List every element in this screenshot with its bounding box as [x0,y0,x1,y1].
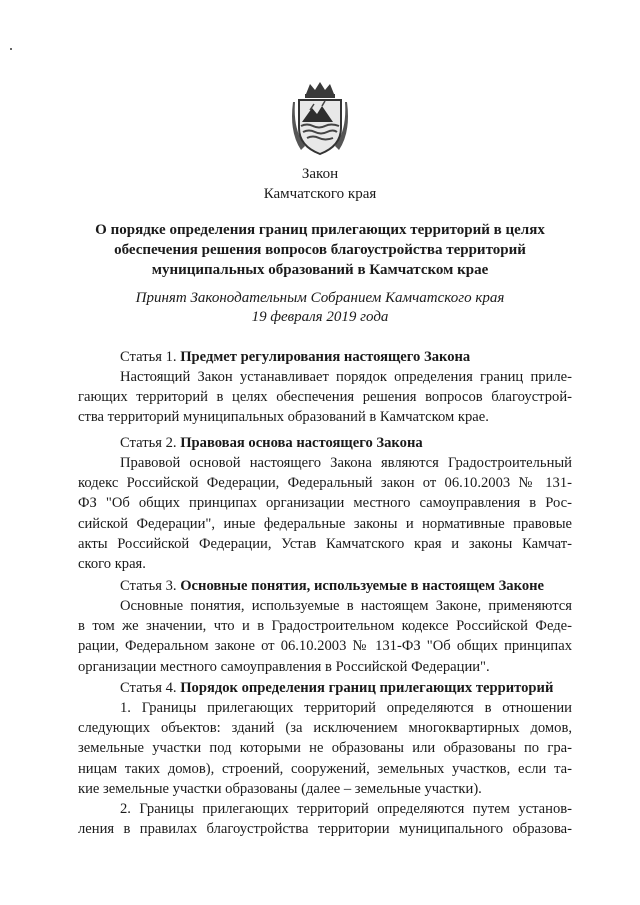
article-3-body [78,596,572,677]
article-2-body [78,453,572,574]
body-line: кие земельные участки образованы (далее – земельные участки). [78,780,482,797]
article-number: Статья 2. [120,435,177,451]
law-subject-line-3: муниципальных образований в Камчатском крае [151,262,489,278]
article-number: Статья 3. [120,578,177,594]
body-line: ления в правилах благоустройства территории муниципального образова- [78,821,572,838]
body-line: акты Российской Федерации, Устав Камчатского края и законы Камчат- [78,535,572,552]
adopted-by-line: Принят Законодательным Собранием Камчатского края [135,290,505,306]
adopted-date-line: 19 февраля 2019 года [251,309,389,325]
article-title: Основные понятия, используемые в настоящем Законе [180,578,544,594]
body-line: земельные участки под которыми не образованы или образованы по гра- [78,740,572,757]
law-subject-line-2: обеспечения решения вопросов благоустройства территорий [114,242,526,258]
scan-speck [10,48,12,50]
body-line: Настоящий Закон устанавливает порядок определения границ приле- [120,369,572,385]
body-line: 2. Границы прилегающих территорий определяются путем установ- [120,800,572,817]
body-line: организации местного самоуправления в Российской Федерации". [78,658,490,675]
body-line: рации, Федеральном законе от 06.10.2003 № 131-ФЗ "Об общих принципах [78,638,572,655]
law-label: Закон [301,166,339,182]
article-title: Предмет регулирования настоящего Закона [180,349,471,365]
region-label: Камчатского края [263,186,377,202]
article-1-heading [120,347,470,367]
body-line: ФЗ "Об общих принципах организации местного самоуправления в Рос- [78,495,572,512]
article-number: Статья 1. [120,349,177,365]
body-line: кодекс Российской Федерации, Федеральный закон от 06.10.2003 № 131- [78,475,572,492]
article-1-body [78,367,572,428]
body-line: следующих объектов: зданий (за исключением многоквартирных домов, [78,720,572,737]
body-line: ства территорий муниципальных образований в Камчатском крае. [78,409,489,426]
article-3-heading [120,576,544,596]
body-line: ницам таких домов), строений, сооружений, земельных участков, если та- [78,760,572,777]
article-4-body [78,698,572,839]
article-title: Правовая основа настоящего Закона [180,435,423,451]
body-line: в том же значении, что и в Градостроительном кодексе Российской Феде- [78,618,572,635]
law-subject-line-1: О порядке определения границ прилегающих территорий в целях [95,222,545,238]
body-line: Правовой основой настоящего Закона являются Градостроительный [120,455,572,471]
coat-of-arms-emblem [291,80,349,158]
article-title: Порядок определения границ прилегающих территорий [180,680,554,696]
body-line: сийской Федерации", иные федеральные законы и нормативные правовые [78,515,572,532]
article-2-heading [120,433,423,453]
body-line: ского края. [78,555,146,572]
article-4-heading [120,678,553,698]
body-line: гающих территорий в целях обеспечения решения вопросов благоустрой- [78,389,572,406]
article-number: Статья 4. [120,680,177,696]
body-line: 1. Границы прилегающих территорий определяются в отношении [120,700,572,716]
body-line: Основные понятия, используемые в настоящем Законе, применяются [120,598,572,614]
